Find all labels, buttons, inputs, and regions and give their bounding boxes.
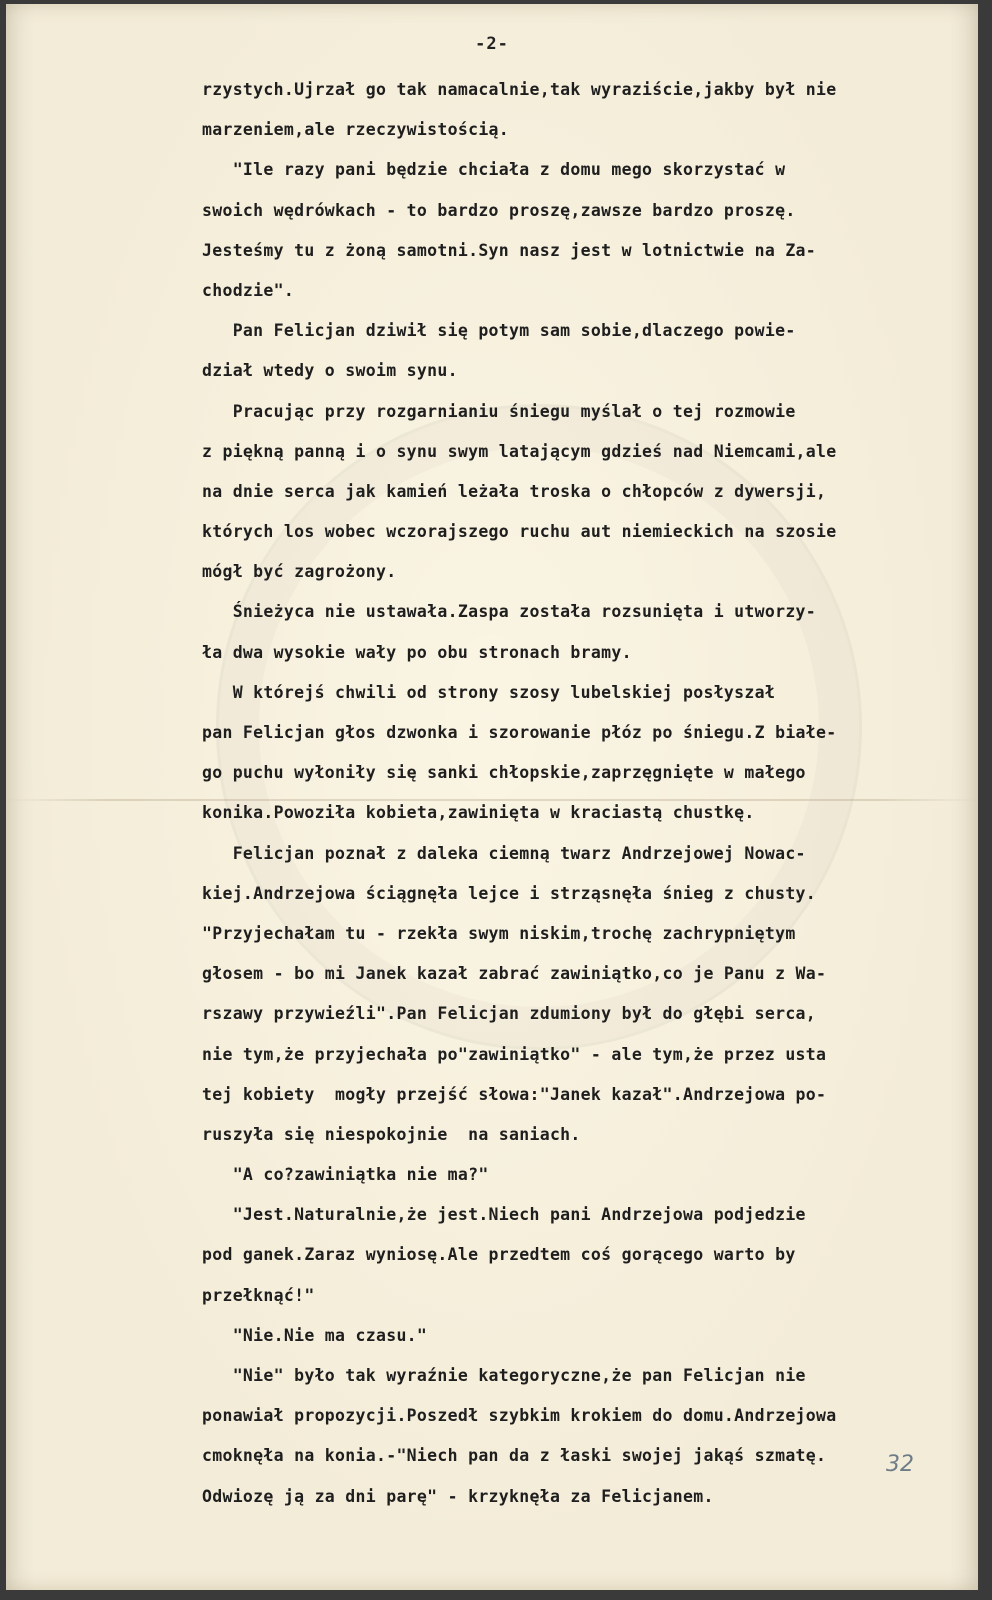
text-line: mógł być zagrożony.: [202, 562, 397, 582]
text-line: chodzie".: [202, 280, 295, 300]
text-line: go puchu wyłoniły się sanki chłopskie,zaprzęgnięte w małego: [202, 763, 806, 783]
text-line: marzeniem,ale rzeczywistością.: [202, 120, 510, 140]
text-line: ła dwa wysokie wały po obu stronach bramy.: [202, 642, 632, 662]
text-line: tej kobiety mogły przejść słowa:"Janek kazał".Andrzejowa po-: [202, 1084, 827, 1104]
text-line: "Ile razy pani będzie chciała z domu mego skorzystać w: [202, 160, 786, 180]
text-line: Pracując przy rozgarnianiu śniegu myślał o tej rozmowie: [202, 401, 796, 421]
text-line: ponawiał propozycji.Poszedł szybkim krokiem do domu.Andrzejowa: [202, 1406, 837, 1426]
text-line: pod ganek.Zaraz wyniosę.Ale przedtem coś gorącego warto by: [202, 1245, 796, 1265]
text-line: cmoknęła na konia.-"Niech pan da z łaski swojej jakąś szmatę.: [202, 1446, 827, 1466]
text-line: "Przyjechałam tu - rzekła swym niskim,trochę zachrypniętym: [202, 923, 796, 943]
text-line: na dnie serca jak kamień leżała troska o chłopców z dywersji,: [202, 481, 827, 501]
text-line: pan Felicjan głos dzwonka i szorowanie płóz po śniegu.Z białe-: [202, 723, 837, 742]
text-line: przełknąć!": [202, 1285, 315, 1305]
text-line: Śnieżyca nie ustawała.Zaspa została rozsunięta i utworzy-: [202, 602, 817, 622]
text-line: Jesteśmy tu z żoną samotni.Syn nasz jest w lotnictwie na Za-: [202, 240, 817, 260]
document-page: [6, 4, 978, 1590]
text-line: "Jest.Naturalnie,że jest.Niech pani Andrzejowa podjedzie: [202, 1205, 806, 1225]
text-line: swoich wędrówkach - to bardzo proszę,zawsze bardzo proszę.: [202, 200, 796, 220]
text-line: "A co?zawiniątka nie ma?": [202, 1165, 489, 1185]
text-line: Pan Felicjan dziwił się potym sam sobie,dlaczego powie-: [202, 321, 796, 341]
text-line: głosem - bo mi Janek kazał zabrać zawiniątko,co je Panu z Wa-: [202, 964, 827, 984]
text-line: rzystych.Ujrzał go tak namacalnie,tak wyraziście,jakby był nie: [202, 80, 837, 99]
text-line: W którejś chwili od strony szosy lubelskiej posłyszał: [202, 682, 776, 702]
text-line: z piękną panną i o synu swym latającym gdzieś nad Niemcami,ale: [202, 441, 837, 461]
text-line: "Nie.Nie ma czasu.": [202, 1325, 428, 1345]
typewritten-text: [202, 70, 942, 1517]
text-line: kiej.Andrzejowa ściągnęła lejce i strząsnęła śnieg z chusty.: [202, 883, 817, 903]
text-line: konika.Powoziła kobieta,zawinięta w kraciastą chustkę.: [202, 803, 755, 823]
page-number: -2-: [475, 34, 509, 54]
text-line: dział wtedy o swoim synu.: [202, 361, 458, 381]
text-line: "Nie" było tak wyraźnie kategoryczne,że pan Felicjan nie: [202, 1366, 806, 1385]
text-line: Odwiozę ją za dni parę" - krzyknęła za Felicjanem.: [202, 1486, 714, 1506]
text-line: których los wobec wczorajszego ruchu aut niemieckich na szosie: [202, 522, 837, 542]
text-line: Felicjan poznał z daleka ciemną twarz Andrzejowej Nowac-: [202, 843, 806, 863]
text-line: ruszyła się niespokojnie na saniach.: [202, 1124, 581, 1144]
text-line: nie tym,że przyjechała po"zawiniątko" - ale tym,że przez usta: [202, 1044, 827, 1064]
text-line: rszawy przywieźli".Pan Felicjan zdumiony był do głębi serca,: [202, 1004, 817, 1024]
archive-number: 32: [886, 1452, 914, 1477]
